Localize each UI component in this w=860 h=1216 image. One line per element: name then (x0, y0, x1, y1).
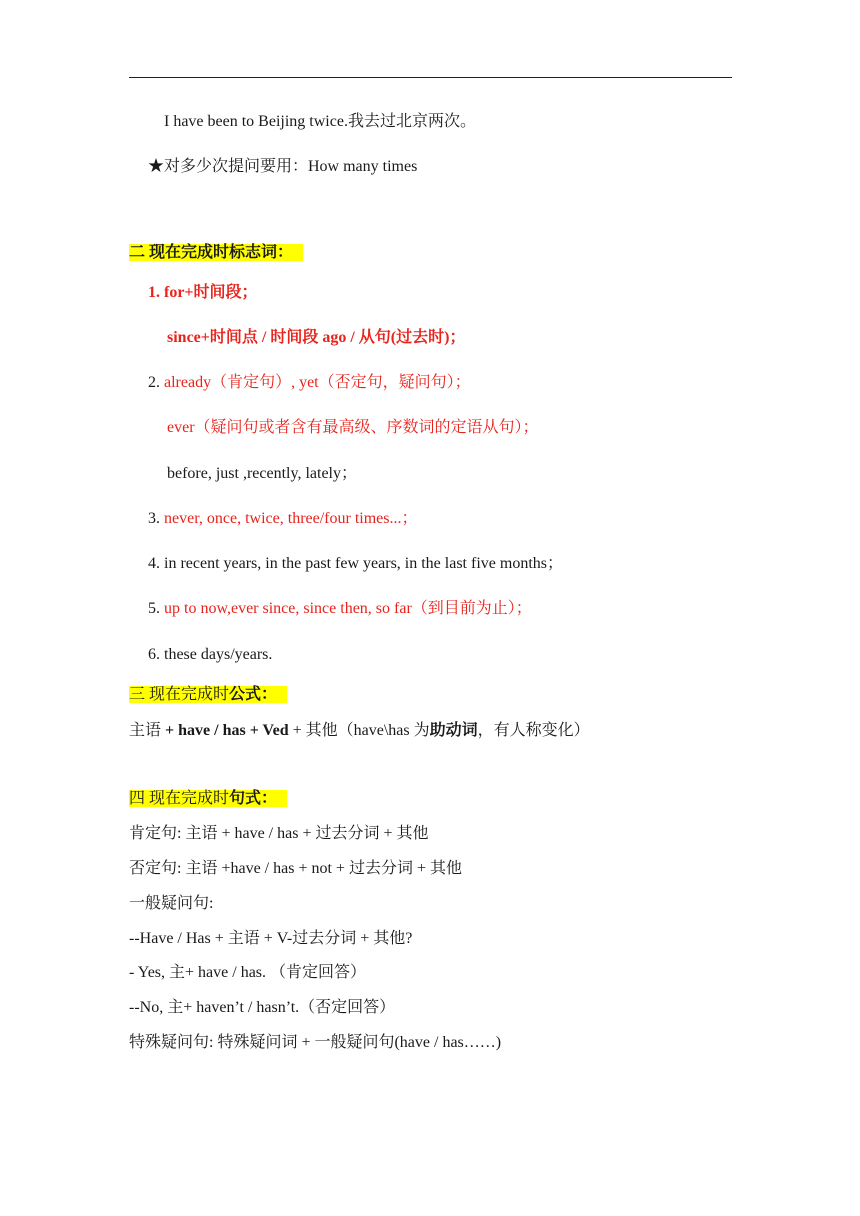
header-rule (129, 77, 732, 78)
marker-item-2c: before, just ,recently, lately； (167, 465, 358, 482)
section3-formula: 主语 + have / has + Ved + 其他（have\has 为助动词，有人称变化） (129, 722, 590, 739)
marker-item-4: 4. in recent years, in the past few years, in the last five months； (148, 555, 563, 572)
marker-item-1b: since+时间点 / 时间段 ago / 从句(过去时)； (167, 329, 466, 346)
affirmative-pattern: 肯定句: 主语 + have / has + 过去分词 + 其他 (129, 825, 429, 842)
marker-item-5: 5. up to now,ever since, since then, so far（到目前为止）； (148, 600, 532, 617)
section4-heading: 四 现在完成时句式： (129, 789, 287, 809)
marker-item-3: 3. never, once, twice, three/four times...； (148, 510, 418, 527)
marker-item-2b: ever（疑问句或者含有最高级、序数词的定语从句）； (167, 419, 539, 436)
marker-item-1: 1. for+时间段； (148, 284, 258, 301)
no-answer-pattern: --No, 主+ haven’t / hasn’t.（否定回答） (129, 999, 396, 1016)
negative-pattern: 否定句: 主语 +have / has + not + 过去分词 + 其他 (129, 860, 462, 877)
section3-heading: 三 现在完成时公式： (129, 685, 287, 705)
general-question-label: 一般疑问句: (129, 895, 214, 912)
yes-answer-pattern: - Yes, 主+ have / has. （肯定回答） (129, 964, 367, 981)
marker-item-6: 6. these days/years. (148, 646, 273, 663)
special-question-pattern: 特殊疑问句: 特殊疑问词 + 一般疑问句(have / has……) (129, 1034, 502, 1051)
marker-item-2: 2. already（肯定句）, yet（否定句，疑问句）； (148, 374, 471, 391)
section2-heading: 二 现在完成时标志词： (129, 243, 303, 263)
how-many-times-tip: ★对多少次提问要用：How many times (148, 158, 418, 175)
general-question-pattern: --Have / Has + 主语 + V-过去分词 + 其他? (129, 930, 413, 947)
example-sentence: I have been to Beijing twice.我去过北京两次。 (164, 113, 476, 130)
